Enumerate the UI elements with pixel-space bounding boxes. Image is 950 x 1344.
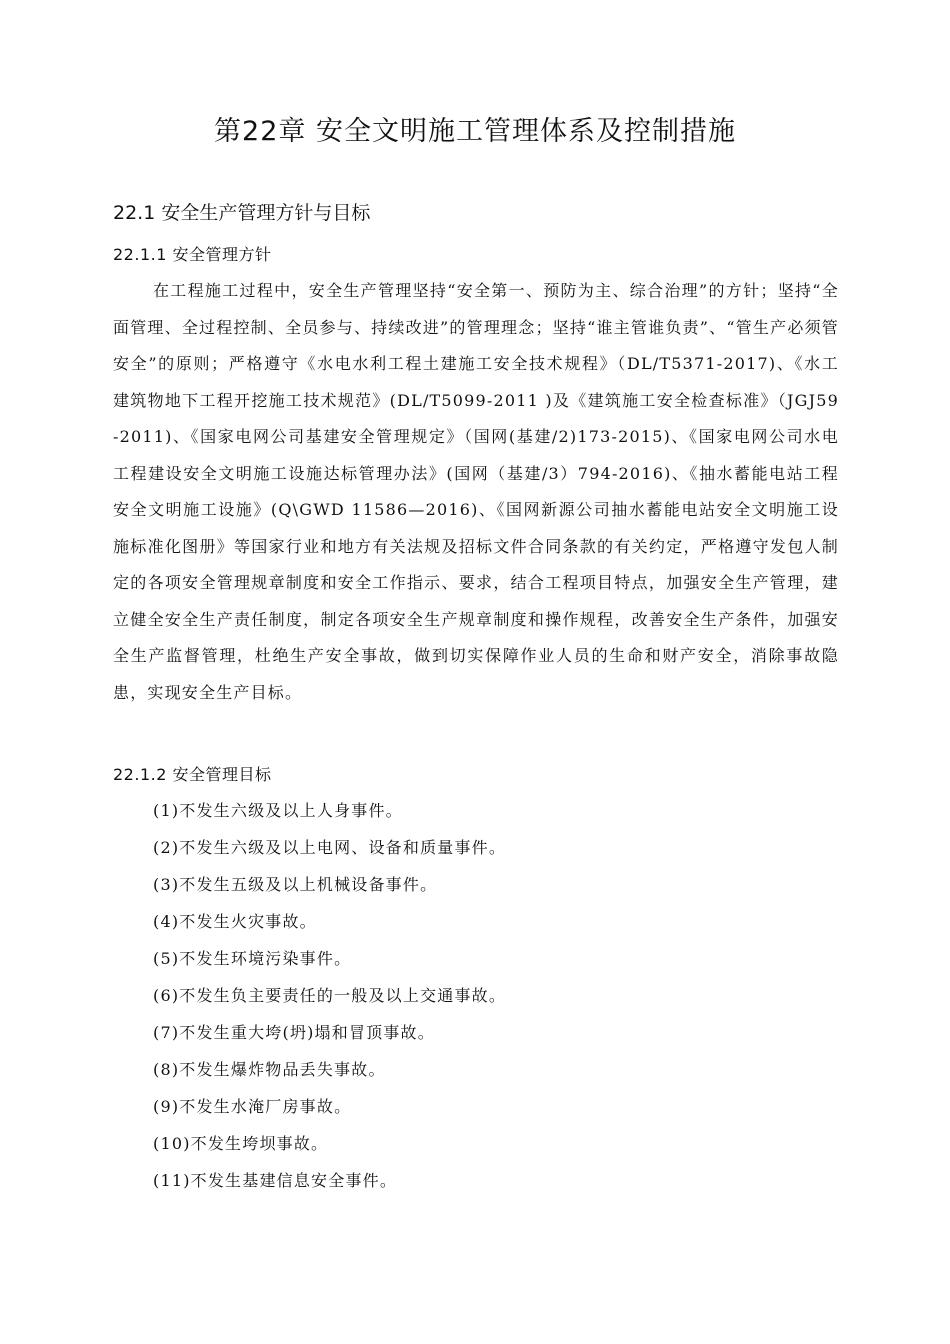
- goal-item: (4)不发生火灾事故。: [153, 912, 317, 931]
- policy-paragraph: 在工程施工过程中，安全生产管理坚持“安全第一、预防为主、综合治理”的方针；坚持“全面管理、全过程控制、全员参与、持续改进”的管理理念；坚持“谁主管谁负责”、“管生产必须管安全”的原则；严格遵守《水电水利工程土建施工安全技术规程》（DL/T5371-2017)、《水工建筑物地下工程开挖施工技术规范》(DL/T5099-2011 )及《建筑施工安全检查标准》（JGJ59-2011)、《国家电网公司基建安全管理规定》（国网(基建/2)173-2015)、《国家电网公司水电工程建设安全文明施工设施达标管理办法》(国网（基建/3）794-2016)、《抽水蓄能电站工程安全文明施工设施》(Q\GWD 11586—2016)、《国网新源公司抽水蓄能电站安全文明施工设施标准化图册》等国家行业和地方有关法规及招标文件合同条款的有关约定，严格遵守发包人制定的各项安全管理规章制度和安全工作指示、要求，结合工程项目特点，加强安全生产管理，建立健全安全生产责任制度，制定各项安全生产规章制度和操作规程，改善安全生产条件，加强安全生产监督管理，杜绝生产安全事故，做到切实保障作业人员的生命和财产安全，消除事故隐患，实现安全生产目标。: [113, 281, 839, 702]
- goal-item: (3)不发生五级及以上机械设备事件。: [153, 875, 438, 894]
- goal-item: (8)不发生爆炸物品丢失事故。: [153, 1060, 386, 1079]
- goal-item: (1)不发生六级及以上人身事件。: [153, 801, 403, 820]
- goals-list: [153, 797, 839, 1204]
- goal-item: (11)不发生基建信息安全事件。: [153, 1171, 398, 1190]
- goal-item: (6)不发生负主要责任的一般及以上交通事故。: [153, 986, 507, 1005]
- chapter-title: 第22章 安全文明施工管理体系及控制措施: [214, 116, 736, 147]
- goal-item: (7)不发生重大垮(坍)塌和冒顶事故。: [153, 1023, 435, 1042]
- goal-item: (5)不发生环境污染事件。: [153, 949, 352, 968]
- subsection-title-policy: 22.1.1 安全管理方针: [113, 245, 272, 264]
- section-title: 22.1 安全生产管理方针与目标: [113, 202, 371, 224]
- goal-item: (10)不发生垮坝事故。: [153, 1134, 329, 1153]
- subsection-title-goals: 22.1.2 安全管理目标: [113, 765, 272, 784]
- goal-item: (9)不发生水淹厂房事故。: [153, 1097, 352, 1116]
- goal-item: (2)不发生六级及以上电网、设备和质量事件。: [153, 838, 507, 857]
